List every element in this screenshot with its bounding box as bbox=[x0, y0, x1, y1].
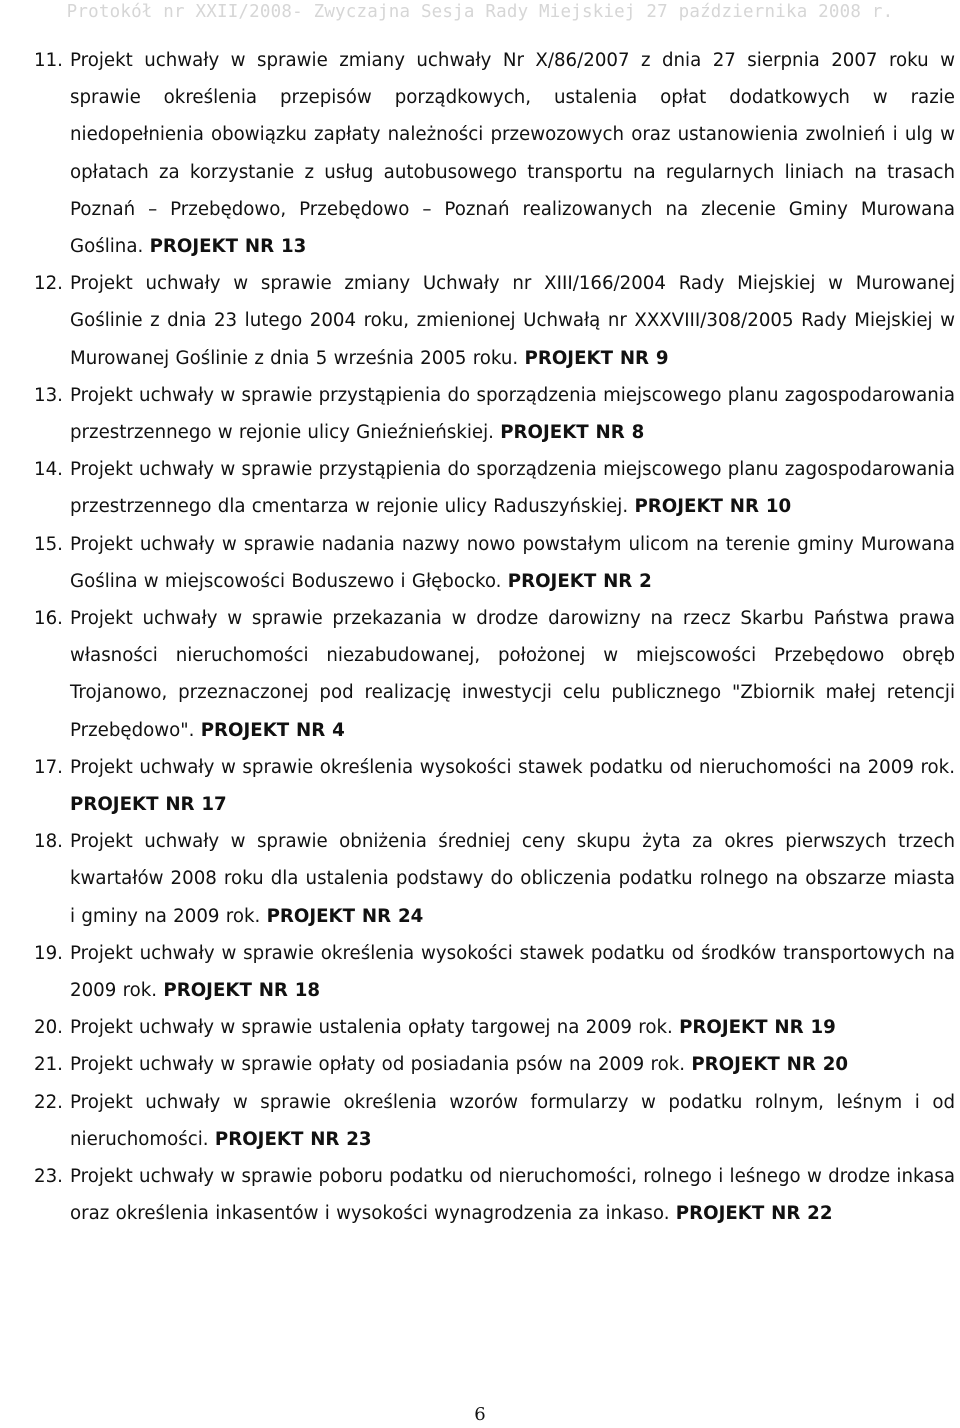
item-number: 11. bbox=[34, 50, 63, 71]
item-number: 15. bbox=[34, 533, 63, 555]
agenda-item bbox=[0, 377, 960, 451]
project-number: PROJEKT NR 2 bbox=[507, 570, 652, 592]
page-number: 6 bbox=[474, 1404, 486, 1425]
item-number: 18. bbox=[34, 831, 63, 853]
project-number: PROJEKT NR 22 bbox=[675, 1203, 833, 1225]
page-header bbox=[0, 0, 960, 34]
item-text: Projekt uchwały w sprawie obniżenia średniej ceny skupu żyta za okres pierwszych trzech kwartałów 2008 roku dla ustalenia podstawy do obliczenia podatku rolnego na obszarze miasta i gminy na 2009 rok. bbox=[70, 831, 955, 927]
item-text: Projekt uchwały w sprawie zmiany uchwały Nr X/86/2007 z dnia 27 sierpnia 2007 roku w sprawie określenia przepisów porządkowych, ustalenia opłat dodatkowych w razie niedopełnienia obowiązku zapłaty należności przewozowych oraz ustanowienia zwolnień i ulg w opłatach za korzystanie z usług autobusowego transportu na regularnych liniach na trasach Poznań – Przebędowo, Przebędowo – Poznań realizowanych na zlecenie Gminy Murowana Goślina. bbox=[70, 50, 955, 258]
item-text: Projekt uchwały w sprawie ustalenia opłaty targowej na 2009 rok. bbox=[70, 1017, 673, 1039]
item-number: 16. bbox=[34, 608, 63, 630]
agenda-item bbox=[0, 1046, 960, 1083]
agenda-list bbox=[0, 42, 960, 1233]
item-text: Projekt uchwały w sprawie określenia wysokości stawek podatku od środków transportowych na 2009 rok. bbox=[70, 942, 955, 1002]
project-number: PROJEKT NR 23 bbox=[214, 1128, 372, 1150]
agenda-item bbox=[0, 451, 960, 525]
agenda-item bbox=[0, 749, 960, 823]
project-number: PROJEKT NR 24 bbox=[266, 905, 424, 927]
item-number: 13. bbox=[34, 384, 63, 406]
item-text: Projekt uchwały w sprawie nadania nazwy nowo powstałym ulicom na terenie gminy Murowana Goślina w miejscowości Boduszewo i Głębocko. bbox=[70, 533, 955, 592]
item-number: 21. bbox=[34, 1054, 63, 1076]
item-number: 19. bbox=[34, 942, 63, 964]
agenda-item bbox=[0, 526, 960, 600]
item-number: 23. bbox=[34, 1166, 63, 1188]
agenda-item bbox=[0, 823, 960, 935]
item-text: Projekt uchwały w sprawie zmiany Uchwały nr XIII/166/2004 Rady Miejskiej w Murowanej Goślinie z dnia 23 lutego 2004 roku, zmienionej Uchwałą nr XXXVIII/308/2005 Rady Miejskiej w Murowanej Goślinie z dnia 5 września 2005 roku. bbox=[70, 273, 955, 369]
item-number: 20. bbox=[34, 1017, 63, 1039]
agenda-item bbox=[0, 1009, 960, 1046]
agenda-item bbox=[0, 42, 960, 265]
project-number: PROJEKT NR 4 bbox=[200, 719, 345, 741]
agenda-item bbox=[0, 265, 960, 377]
item-text: Projekt uchwały w sprawie przystąpienia do sporządzenia miejscowego planu zagospodarowania przestrzennego w rejonie ulicy Gnieźnieńskiej. bbox=[70, 384, 955, 444]
item-number: 22. bbox=[34, 1091, 63, 1113]
item-text: Projekt uchwały w sprawie określenia wzorów formularzy w podatku rolnym, leśnym i od nieruchomości. bbox=[70, 1091, 955, 1150]
project-number: PROJEKT NR 17 bbox=[70, 794, 227, 816]
project-number: PROJEKT NR 20 bbox=[691, 1054, 849, 1076]
project-number: PROJEKT NR 19 bbox=[679, 1017, 836, 1039]
project-number: PROJEKT NR 9 bbox=[524, 347, 669, 369]
agenda-item bbox=[0, 600, 960, 749]
project-number: PROJEKT NR 18 bbox=[163, 980, 321, 1002]
header-title: Protokół nr XXII/2008- Zwyczajna Sesja Rady Miejskiej 27 października 2008 r. bbox=[66, 2, 894, 22]
project-number: PROJEKT NR 8 bbox=[500, 422, 645, 444]
project-number: PROJEKT NR 10 bbox=[634, 496, 792, 518]
project-number: PROJEKT NR 13 bbox=[149, 236, 307, 258]
item-number: 12. bbox=[34, 273, 63, 295]
item-number: 14. bbox=[34, 459, 63, 481]
item-text: Projekt uchwały w sprawie przystąpienia do sporządzenia miejscowego planu zagospodarowania przestrzennego dla cmentarza w rejonie ulicy Raduszyńskiej. bbox=[70, 459, 955, 518]
agenda-item bbox=[0, 1084, 960, 1158]
item-text: Projekt uchwały w sprawie opłaty od posiadania psów na 2009 rok. bbox=[70, 1054, 686, 1076]
item-number: 17. bbox=[34, 756, 63, 778]
agenda-item bbox=[0, 1158, 960, 1232]
item-text: Projekt uchwały w sprawie poboru podatku od nieruchomości, rolnego i leśnego w drodze inkasa oraz określenia inkasentów i wysokości wynagrodzenia za inkaso. bbox=[70, 1166, 955, 1225]
item-text: Projekt uchwały w sprawie określenia wysokości stawek podatku od nieruchomości na 2009 rok. bbox=[70, 756, 955, 778]
item-text: Projekt uchwały w sprawie przekazania w drodze darowizny na rzecz Skarbu Państwa prawa własności nieruchomości niezabudowanej, położonej w miejscowości Przebędowo obręb Trojanowo, przeznaczonej pod realizację inwestycji celu publicznego "Zbiornik małej retencji Przebędowo". bbox=[70, 608, 955, 741]
agenda-item bbox=[0, 935, 960, 1009]
